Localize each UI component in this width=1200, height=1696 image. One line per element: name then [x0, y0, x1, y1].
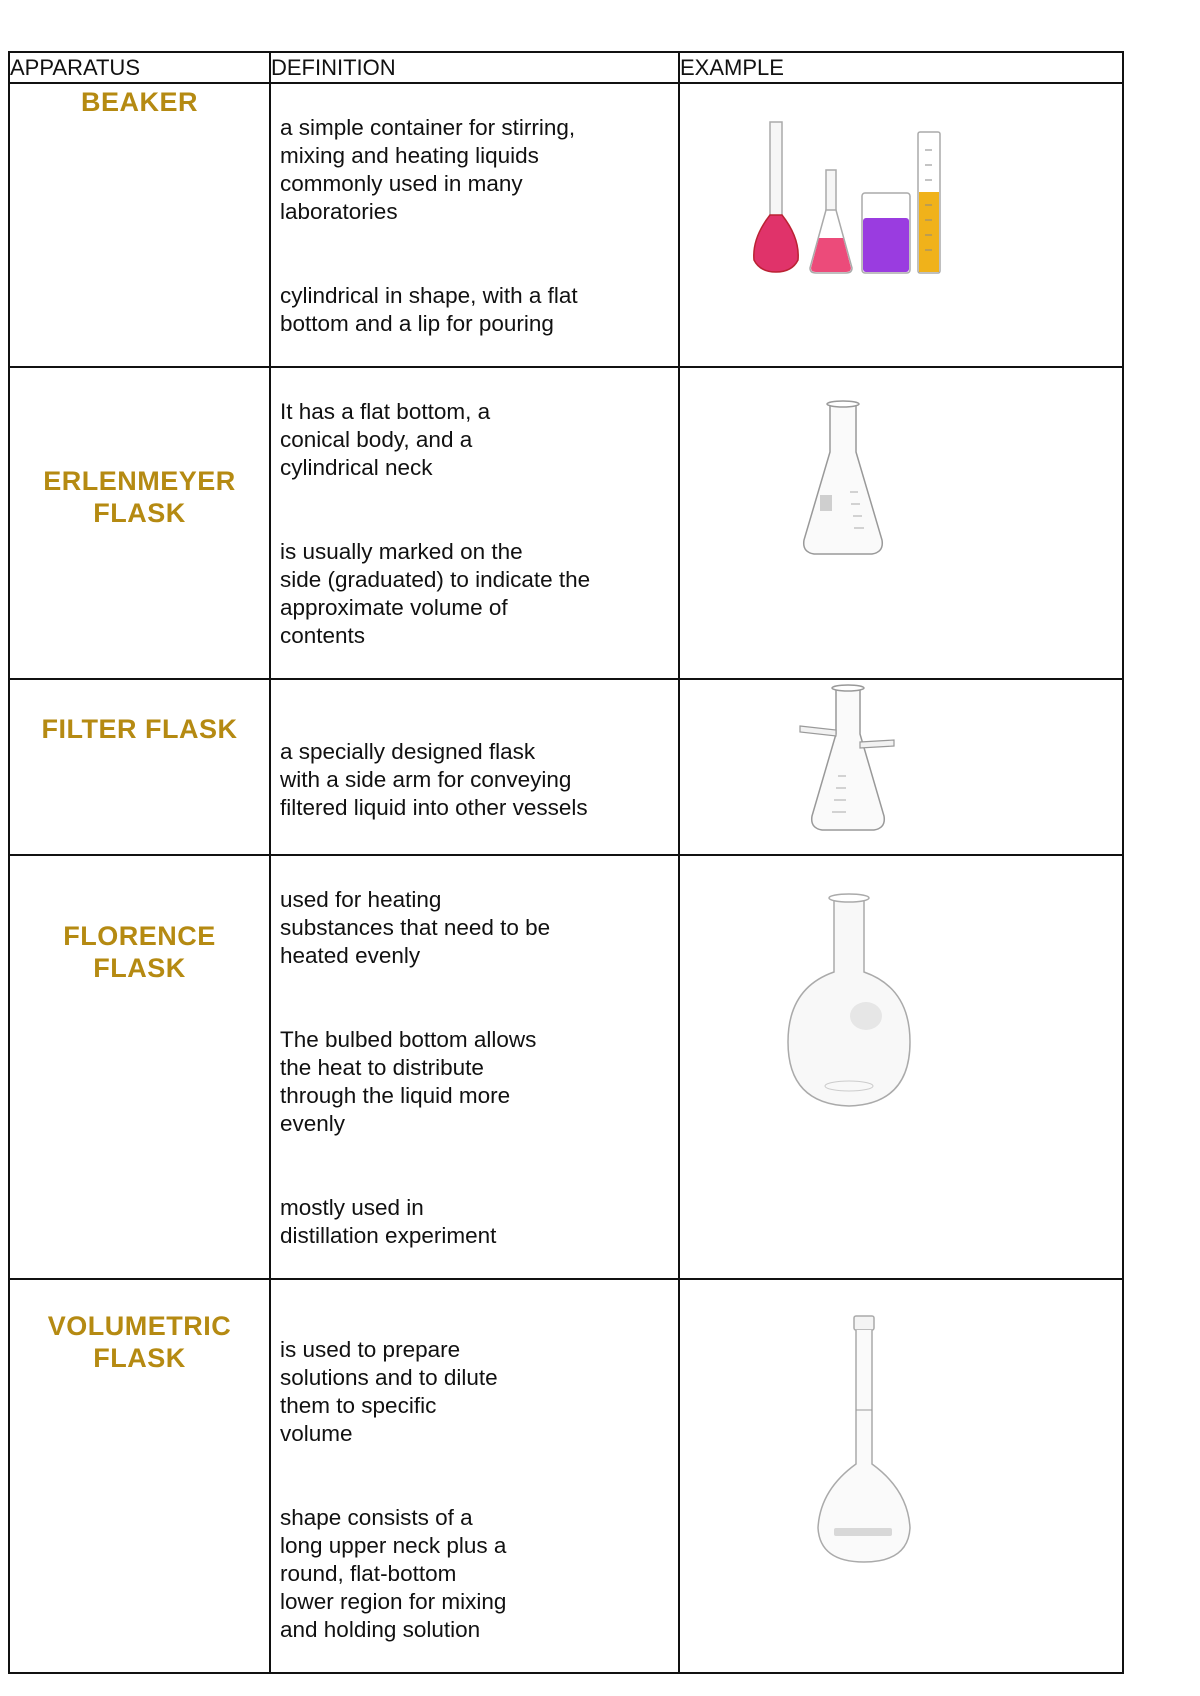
volumetric-flask-icon [814, 1314, 914, 1566]
colored-glassware-set-icon [750, 120, 980, 275]
apparatus-name: ERLENMEYER FLASK [43, 466, 236, 528]
header-definition: DEFINITION [270, 52, 679, 83]
definition-paragraph: cylindrical in shape, with a flat bottom and a lip for pouring [280, 283, 578, 336]
definition-paragraph: mostly used in distillation experiment [280, 1195, 497, 1248]
definition-text [271, 84, 678, 366]
header-apparatus: APPARATUS [9, 52, 270, 83]
definition-paragraph: It has a flat bottom, a conical body, and a cylindrical neck [280, 399, 491, 480]
example-cell [679, 679, 1123, 855]
apparatus-table [8, 51, 1124, 1674]
table-row [9, 367, 1123, 679]
header-row [9, 52, 1123, 83]
apparatus-cell [9, 367, 270, 679]
apparatus-name: FILTER FLASK [41, 714, 238, 744]
definition-cell [270, 855, 679, 1279]
definition-paragraph: a simple container for stirring, mixing and heating liquids commonly used in many laboratories [280, 115, 576, 224]
definition-paragraph: is used to prepare solutions and to dilute them to specific volume [280, 1337, 498, 1446]
apparatus-name: FLORENCE FLASK [63, 921, 216, 983]
table-row [9, 679, 1123, 855]
example-cell [679, 83, 1123, 367]
table-row [9, 855, 1123, 1279]
example-cell [679, 1279, 1123, 1673]
table-row [9, 83, 1123, 367]
definition-paragraph: used for heating substances that need to be heated evenly [280, 887, 551, 968]
definition-paragraph: a specially designed flask with a side arm for conveying filtered liquid into other vessels [280, 739, 588, 820]
header-example: EXAMPLE [679, 52, 1123, 83]
florence-flask-icon [784, 892, 914, 1112]
definition-paragraph: The bulbed bottom allows the heat to distribute through the liquid more evenly [280, 1027, 537, 1136]
apparatus-name: VOLUMETRIC FLASK [47, 1311, 232, 1373]
erlenmeyer-flask-icon [798, 400, 888, 560]
table-row [9, 1279, 1123, 1673]
filter-flask-icon [798, 684, 898, 834]
example-cell [679, 855, 1123, 1279]
definition-cell [270, 1279, 679, 1673]
apparatus-name: BEAKER [80, 87, 198, 117]
definition-cell [270, 367, 679, 679]
definition-text [271, 368, 678, 678]
apparatus-cell [9, 855, 270, 1279]
definition-paragraph: shape consists of a long upper neck plus a round, flat-bottom lower region for mixing and holding solution [280, 1505, 507, 1642]
definition-text [271, 1280, 678, 1672]
example-cell [679, 367, 1123, 679]
apparatus-cell [9, 679, 270, 855]
apparatus-cell [9, 83, 270, 367]
definition-cell [270, 83, 679, 367]
definition-cell [270, 679, 679, 855]
apparatus-cell [9, 1279, 270, 1673]
definition-paragraph: is usually marked on the side (graduated) to indicate the approximate volume of contents [280, 539, 591, 648]
definition-text [271, 680, 678, 850]
definition-text [271, 856, 678, 1278]
